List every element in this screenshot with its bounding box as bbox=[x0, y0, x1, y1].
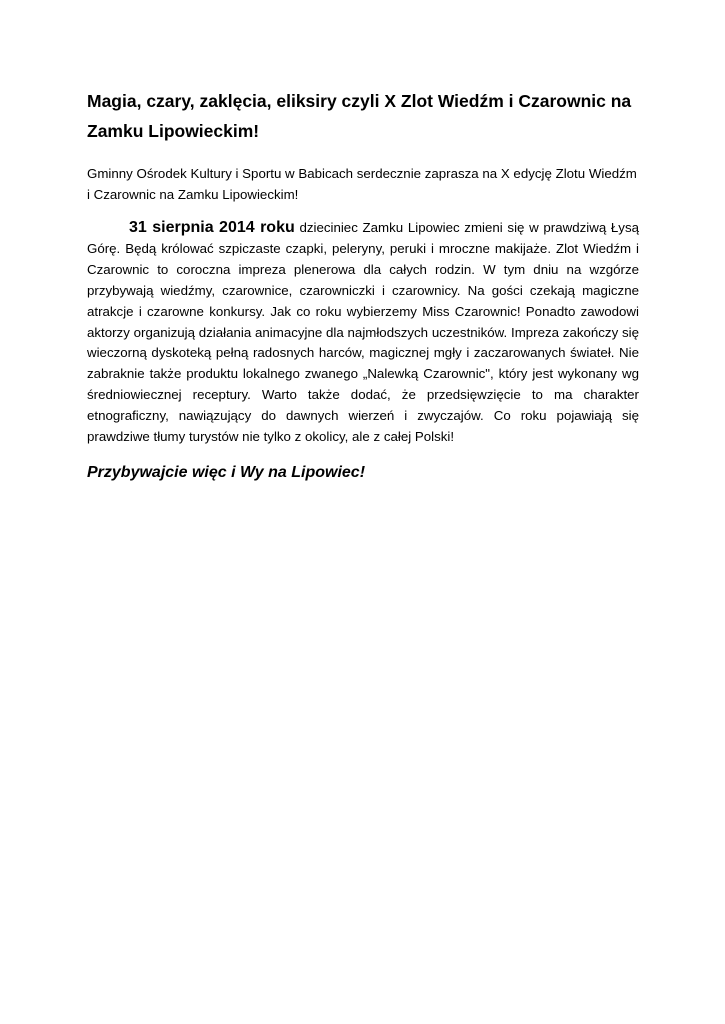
intro-paragraph: Gminny Ośrodek Kultury i Sportu w Babicach serdecznie zaprasza na X edycję Zlotu Wiedźm i Czarownic na Zamku Lipowieckim! bbox=[87, 166, 637, 202]
event-date: 31 sierpnia 2014 roku bbox=[129, 219, 295, 236]
body-paragraph bbox=[87, 218, 639, 448]
document-page bbox=[87, 86, 639, 485]
closing-line: Przybywajcie więc i Wy na Lipowiec! bbox=[87, 463, 366, 481]
document-title: Magia, czary, zaklęcia, eliksiry czyli X Zlot Wiedźm i Czarownic na Zamku Lipowieckim! bbox=[87, 91, 632, 141]
body-text: dzieciniec Zamku Lipowiec zmieni się w prawdziwą Łysą Górę. Będą królować szpiczaste czapki, peleryny, peruki i mroczne makijaże. Zlot Wiedźm i Czarownic to coroczna impreza plenerowa dla całych rodzin. W tym dniu na wzgórze przybywają wiedźmy, czarownice, czarowniczki i czarownicy. Na gości czekają magiczne atrakcje i czarowne konkursy. Jak co roku wybierzemy Miss Czarownic! Ponadto zawodowi aktorzy organizują działania animacyjne dla najmłodszych uczestników. Impreza zakończy się wieczorną dyskoteką pełną radosnych harców, magicznej mgły i zaczarowanych świateł. Nie zabraknie także produktu lokalnego zwanego „Nalewką Czarownic", który jest wykonany wg średniowiecznej receptury. Warto także dodać, że przedsięwzięcie to ma charakter etnograficzny, nawiązujący do dawnych wierzeń i zwyczajów. Co roku pojawiają się prawdziwe tłumy turystów nie tylko z okolicy, ale z całej Polski! bbox=[87, 220, 640, 445]
